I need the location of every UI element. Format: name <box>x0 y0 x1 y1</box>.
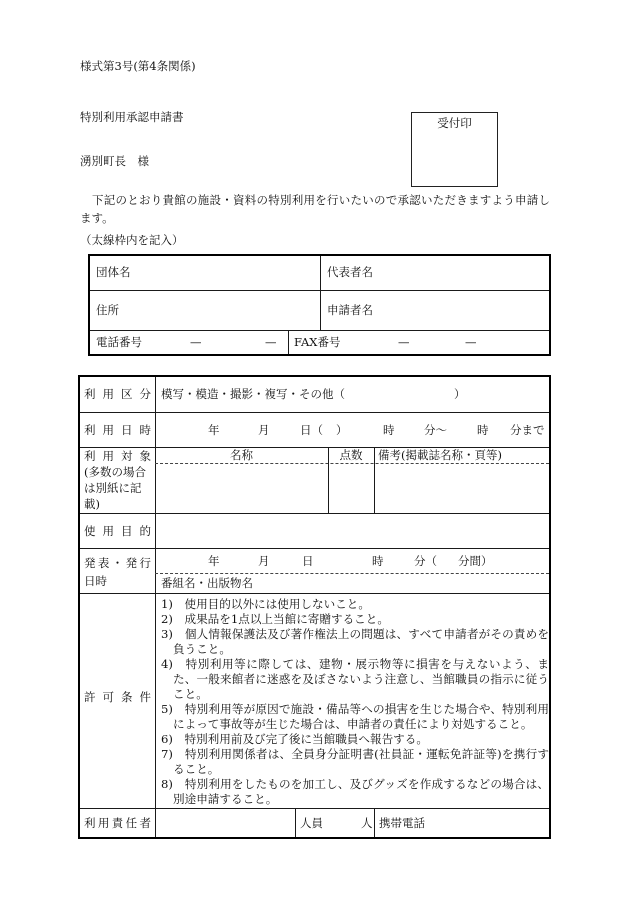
column-header-remarks: 備考(掲載誌名称・頁等) <box>378 448 502 462</box>
datetime-day: 日（ <box>300 423 323 437</box>
condition-item: 2) 成果品を1点以上当館に寄贈すること。 <box>161 612 389 626</box>
datetime-month: 月 <box>258 423 270 437</box>
intro-text-line-1: 下記のとおり貴館の施設・資料の特別利用を行いたいので承認いただきますよう申請し <box>92 193 551 207</box>
conditions-label: 許 可 条 件 <box>84 690 151 704</box>
datetime-weekday-close: ） <box>336 423 348 437</box>
condition-item: 5) 特別利用等が原因で施設・備品等への損害を生じた場合や、特別利用によって事故等が生じた場合は、申請者の責任により対処すること。 <box>161 702 549 731</box>
group-name-label: 団体名 <box>96 265 131 279</box>
publication-duration: 分間） <box>458 554 493 568</box>
condition-item: 3) 個人情報保護法及び著作権法上の問題は、すべて申請者がその責めを負うこと。 <box>161 627 549 656</box>
usage-target-label-note: 載) <box>84 497 100 511</box>
column-divider <box>288 330 289 354</box>
representative-label: 代表者名 <box>327 265 373 279</box>
fax-separator: — <box>465 335 477 349</box>
row-divider <box>80 513 549 514</box>
fax-label: FAX番号 <box>294 335 341 349</box>
usage-category-close-paren: ） <box>454 387 466 401</box>
publication-year: 年 <box>208 554 220 568</box>
row-divider <box>80 593 549 594</box>
phone-separator: — <box>265 335 277 349</box>
headcount-unit: 人 <box>361 816 373 830</box>
usage-purpose-label: 使 用 目 的 <box>84 524 151 538</box>
usage-target-label <box>84 448 151 512</box>
conditions-list <box>161 597 549 807</box>
publication-day: 日 <box>302 554 314 568</box>
column-header-name: 名称 <box>230 448 253 462</box>
usage-target-label-note: (多数の場合 <box>84 465 146 479</box>
column-divider <box>374 447 375 513</box>
publication-label-line: 発表・発行 <box>84 556 151 570</box>
publication-month: 月 <box>258 554 270 568</box>
row-divider <box>80 548 549 549</box>
subheader-dashed-divider <box>155 463 549 464</box>
datetime-end-hour: 時 <box>477 423 489 437</box>
condition-item: 4) 特別利用等に際しては、建物・展示物等に損害を与えないよう、また、一般来館者に迷惑を及ぼさないよう注意し、当館職員の指示に従うこと。 <box>161 657 549 701</box>
usage-target-label-title: 利 用 対 象 <box>84 449 151 463</box>
datetime-year: 年 <box>208 423 220 437</box>
publication-title-label: 番組名・出版物名 <box>161 576 253 590</box>
address-label: 住所 <box>96 303 119 317</box>
fax-separator: — <box>398 335 410 349</box>
usage-target-label-note: は別紙に記 <box>84 481 142 495</box>
responsible-person-label: 利用責任者 <box>84 816 151 830</box>
condition-item: 7) 特別利用関係者は、全員身分証明書(社員証・運転免許証等)を携行すること。 <box>161 747 549 776</box>
condition-item: 8) 特別利用をしたものを加工し、及びグッズを作成するなどの場合は、別途申請すること。 <box>161 777 549 806</box>
publication-label <box>84 554 151 590</box>
applicant-name-label: 申請者名 <box>327 303 373 317</box>
addressee: 湧別町長 様 <box>80 154 149 168</box>
usage-category-label: 利 用 区 分 <box>84 387 151 401</box>
form-number: 様式第3号(第4条関係) <box>80 59 196 73</box>
column-divider <box>295 808 296 837</box>
mobile-phone-label: 携帯電話 <box>379 816 425 830</box>
phone-separator: — <box>190 335 202 349</box>
condition-item: 6) 特別利用前及び完了後に当館職員へ報告する。 <box>161 732 428 746</box>
row-divider <box>80 808 549 809</box>
row-divider <box>80 412 549 413</box>
column-divider <box>374 808 375 837</box>
publication-hour: 時 <box>372 554 384 568</box>
usage-category-options: 模写・模造・撮影・複写・その他（ <box>161 387 345 401</box>
column-divider <box>320 256 321 330</box>
document-title: 特別利用承認申請書 <box>80 110 184 124</box>
usage-datetime-label: 利 用 日 時 <box>84 423 151 437</box>
headcount-label: 人員 <box>300 816 323 830</box>
datetime-end-minute: 分まで <box>510 423 545 437</box>
column-header-count: 点数 <box>339 448 363 462</box>
publication-label-line: 日時 <box>84 574 107 588</box>
publication-dashed-divider <box>155 573 549 574</box>
label-column-divider <box>155 377 156 837</box>
phone-label: 電話番号 <box>96 335 142 349</box>
applicant-table <box>88 254 551 356</box>
condition-item: 1) 使用目的以外には使用しないこと。 <box>161 597 370 611</box>
row-divider <box>90 330 549 331</box>
reception-stamp-label: 受付印 <box>437 116 472 130</box>
datetime-start-minute: 分～ <box>424 423 447 437</box>
fill-in-note: （太線枠内を記入） <box>80 233 184 247</box>
datetime-start-hour: 時 <box>383 423 395 437</box>
intro-text-line-2: ます。 <box>80 211 114 225</box>
usage-table <box>78 375 551 839</box>
publication-minute: 分（ <box>414 554 437 568</box>
reception-stamp-box <box>411 112 498 187</box>
